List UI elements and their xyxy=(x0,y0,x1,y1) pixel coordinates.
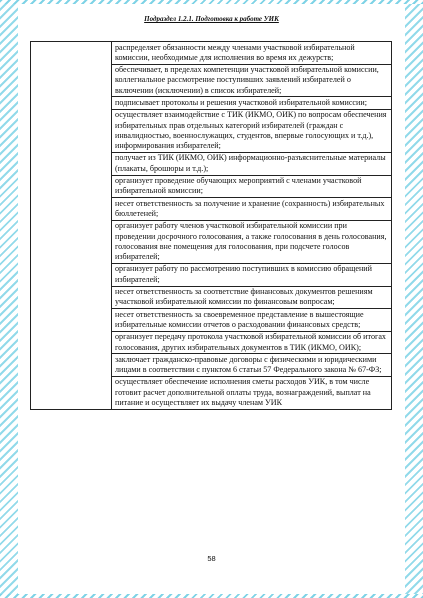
list-item: организует проведение обучающих мероприятий с членами участковой избирательной комиссии; xyxy=(112,176,391,199)
decorative-stripe-left xyxy=(0,0,18,598)
list-item: несет ответственность за соответствие финансовых документов решениям участковой избирательной комиссии по финансовым вопросам; xyxy=(112,287,391,310)
list-item: заключает гражданско-правовые договоры с физическими и юридическими лицами в соответствии с пунктом 6 статьи 57 Федерального закона № 67-ФЗ; xyxy=(112,354,391,377)
duties-table xyxy=(30,41,392,410)
list-item: распределяет обязанности между членами участковой избирательной комиссии, необходимые для исполнения во время их дежурств; xyxy=(112,42,391,65)
list-item: организует работу членов участковой избирательной комиссии при проведении досрочного голосования, а также голосования в день голосования, голосования вне помещения для голосования, при подсчете голосов избирателей; xyxy=(112,221,391,264)
empty-left-cell xyxy=(31,42,112,410)
decorative-stripe-right xyxy=(405,0,423,598)
list-item: несет ответственность за получение и хранение (сохранность) избирательных бюллетеней; xyxy=(112,198,391,221)
list-item: осуществляет обеспечение исполнения сметы расходов УИК, в том числе готовит расчет дополнительной оплаты труда, вознаграждений, выплат на питание и осуществляет их выдачу членам УИК xyxy=(115,377,371,407)
page-number: 58 xyxy=(207,554,216,563)
table-row xyxy=(31,42,392,410)
decorative-stripe-bottom xyxy=(0,594,423,598)
duties-cell xyxy=(112,42,392,410)
decorative-stripe-top xyxy=(0,0,423,4)
list-item: обеспечивает, в пределах компетенции участковой избирательной комиссии, коллегиальное рассмотрение поступивших заявлений избирателей о включении (исключении) в список избирателей; xyxy=(112,65,391,98)
list-item: подписывает протоколы и решения участковой избирательной комиссии; xyxy=(112,97,391,109)
list-item: осуществляет взаимодействие с ТИК (ИКМО, ОИК) по вопросам обеспечения избирательных прав отдельных категорий избирателей (граждан с инвалидностью, военнослужащих, студентов, впервые голосующих и т.д.), информирования избирателей; xyxy=(112,110,391,153)
list-item: несет ответственность за своевременное представление в вышестоящие избирательные комиссии отчетов о расходовании финансовых средств; xyxy=(112,309,391,332)
list-item: организует работу по рассмотрению поступивших в комиссию обращений избирателей; xyxy=(112,264,391,287)
list-item: организует передачу протокола участковой избирательной комиссии об итогах голосования, других избирательных документов в ТИК (ИКМО, ОИК); xyxy=(112,332,391,355)
list-item: получает из ТИК (ИКМО, ОИК) информационно-разъяснительные материалы (плакаты, брошюры и т.д.); xyxy=(112,153,391,176)
page-header: Подраздел 1.2.1. Подготовка к работе УИК xyxy=(144,15,279,23)
